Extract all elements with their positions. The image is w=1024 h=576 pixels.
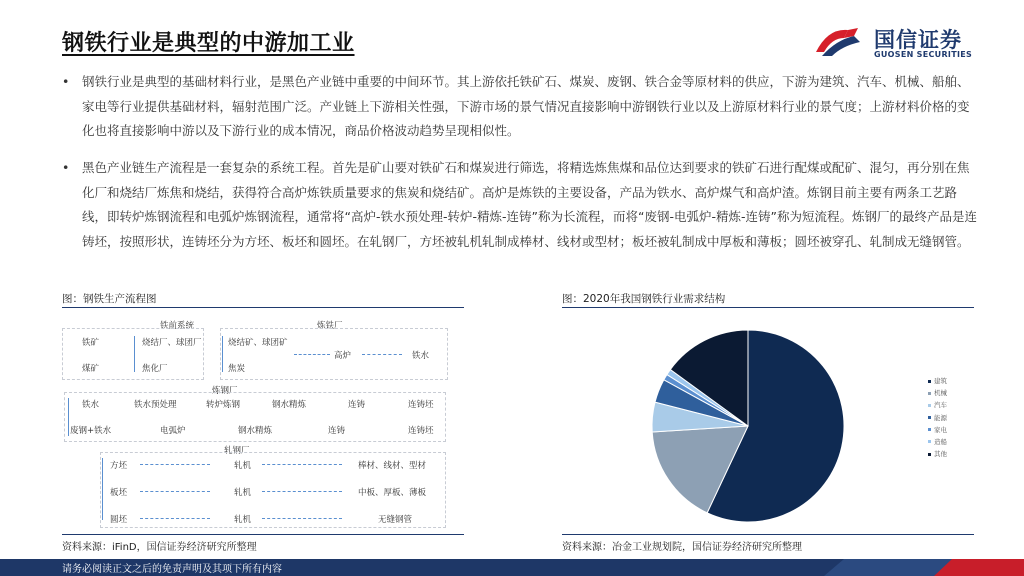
billet-type: 方坯 [110,461,128,471]
connector [102,458,103,520]
rolled-product: 棒材、线材、型材 [358,461,427,471]
figure-source-pie: 资料来源：冶金工业规划院，国信证券经济研究所整理 [562,542,802,553]
legend-item [928,449,947,461]
billet-type: 板坯 [110,488,128,498]
legend-swatch [928,416,931,419]
hot-metal: 铁水 [412,351,430,361]
footer-disclaimer: 请务必阅读正文之后的免责声明及其项下所有内容 [62,564,282,575]
legend-swatch [928,428,931,431]
paragraph-industry-overview [62,70,977,144]
company-logo [814,22,984,64]
steel-production-flowchart [62,314,460,530]
long-route-step: 连铸 [348,400,366,410]
legend-label: 造船 [934,437,947,446]
short-route-step: 连铸坯 [408,426,434,436]
connector [222,336,223,372]
paragraph-production-process [62,156,977,254]
legend-label: 家电 [934,425,947,434]
caption-divider [562,307,974,308]
legend-label: 机械 [934,389,947,398]
legend-swatch [928,404,931,407]
arrow [262,464,342,466]
legend-item [928,376,947,388]
footer-bar [0,559,1024,576]
rolling-mill: 轧机 [234,488,252,498]
legend-item [928,413,947,425]
short-route-step: 钢水精炼 [238,426,273,436]
connector [134,336,135,372]
short-route-step: 连铸 [328,426,346,436]
arrow [140,464,210,466]
pie-legend [928,376,947,461]
short-route-step: 废钢+铁水 [70,426,112,436]
billet-type: 圆坯 [110,515,128,525]
caption-divider [62,307,464,308]
raw-iron-ore: 铁矿 [82,338,100,348]
section-ironworks: 炼铁厂 [317,321,343,331]
legend-item [928,400,947,412]
page-title: 钢铁行业是典型的中游加工业 [62,31,355,56]
source-divider [562,534,974,535]
arrow [262,491,342,493]
sinter-ore: 烧结矿、球团矿 [228,338,288,348]
guosen-logo-icon [814,22,870,62]
legend-label: 建筑 [934,377,947,385]
legend-item [928,437,947,449]
raw-coal: 煤矿 [82,364,100,374]
short-route-step: 电弧炉 [160,426,186,436]
long-route-step: 转炉炼钢 [206,400,241,410]
legend-item [928,425,947,437]
section-steelworks: 炼钢厂 [212,386,238,396]
figure-source-flow: 资料来源：iFinD，国信证券经济研究所整理 [62,542,257,553]
legend-label: 其他 [934,450,947,459]
legend-label: 汽车 [934,401,947,410]
rolling-mill: 轧机 [234,515,252,525]
legend-swatch [928,453,931,456]
long-route-step: 铁水预处理 [134,400,177,410]
footer-stripe-decoration [784,559,1024,576]
coke: 焦炭 [228,364,246,374]
paragraph-text: 钢铁行业是典型的基础材料行业，是黑色产业链中重要的中间环节。其上游依托铁矿石、煤炭、废钢、铁合金等原材料的供应，下游为建筑、汽车、机械、船舶、家电等行业提供基础材料，辐射范围广泛。产业链上下游相关性强，下游市场的景气情况直接影响中游钢铁行业以及上游原材料行业的景气度；上游材料价格的变化也将直接影响中游以及下游行业的成本情况，商品价格波动趋势呈现相似性。 [82,74,970,138]
rolling-mill: 轧机 [234,461,252,471]
legend-swatch [928,380,931,383]
rolled-product: 中板、厚板、薄板 [358,488,427,498]
section-rolling: 轧钢厂 [224,446,250,456]
arrow [140,491,210,493]
legend-item [928,388,947,400]
figure-caption-pie: 图：2020年我国钢铁行业需求结构 [562,293,726,305]
legend-swatch [928,440,931,443]
long-route-step: 铁水 [82,400,100,410]
figure-caption-flow: 图：钢铁生产流程图 [62,293,157,305]
bullet-point: • [62,160,70,175]
logo-name-cn: 国信证券 [874,28,962,52]
arrow [362,354,402,356]
coking-plant: 焦化厂 [142,364,168,374]
rolled-product: 无缝钢管 [378,515,413,525]
legend-swatch [928,392,931,395]
long-route-step: 钢水精炼 [272,400,307,410]
bullet-point: • [62,74,70,89]
demand-structure-pie-chart [648,326,848,526]
logo-name-en: GUOSEN SECURITIES [874,50,973,59]
arrow [140,518,210,520]
blast-furnace: 高炉 [334,351,352,361]
section-mine: 铁前系统 [160,321,195,331]
source-divider [62,534,464,535]
legend-label: 能源 [934,413,947,422]
connector [68,398,69,436]
long-route-step: 连铸坯 [408,400,434,410]
arrow [262,518,342,520]
arrow [294,354,330,356]
sinter-plant: 烧结厂、球团厂 [142,338,202,348]
paragraph-text: 黑色产业链生产流程是一套复杂的系统工程。首先是矿山要对铁矿石和煤炭进行筛选，将精选炼焦煤和品位达到要求的铁矿石进行配煤或配矿、混匀，再分别在焦化厂和烧结厂炼焦和烧结，获得符合高炉炼铁质量要求的焦炭和烧结矿。高炉是炼铁的主要设备，产品为铁水、高炉煤气和高炉渣。炼钢目前主要有两条工艺路线，即转炉炼钢流程和电弧炉炼钢流程，通常将“高炉-铁水预处理-转炉-精炼-连铸”称为长流程，而将“废钢-电弧炉-精炼-连铸”称为短流程。炼钢厂的最终产品是连铸坯，按照形状，连铸坯分为方坯、板坯和圆坯。在轧钢厂，方坯被轧机轧制成棒材、线材或型材；板坯被轧制成中厚板和薄板；圆坯被穿孔、轧制成无缝钢管。 [82,160,977,249]
